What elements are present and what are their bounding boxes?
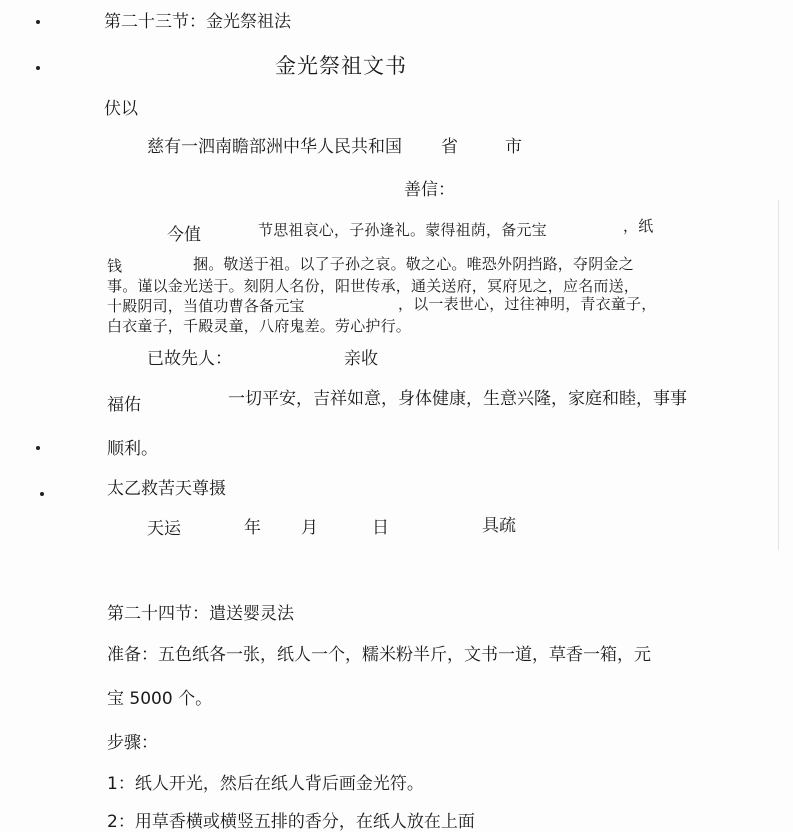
province-label: 省 [441,137,458,157]
margin-dot [36,20,40,24]
para-line2: 事。谨以金光送于。刻阴人名份，阳世传承，通关送府，冥府见之，应名而送， [107,277,640,295]
zhi-text: ，纸 [623,217,654,235]
para-line4: 白衣童子，千殿灵童，八府鬼差。劳心护行。 [107,317,412,335]
section24-heading: 第二十四节：遣送婴灵法 [107,604,294,624]
blessing-text: 一切平安，吉祥如意，身体健康，生意兴隆，家庭和睦，事事 [228,389,687,409]
step-1: 1：纸人开光，然后在纸人背后画金光符。 [107,774,424,794]
shanxin-label: 善信： [404,180,455,200]
steps-label: 步骤： [107,733,158,753]
fuyou-label: 福佑 [107,395,141,415]
qinshou-label: 亲收 [344,349,378,369]
month-label: 月 [301,518,318,538]
jinzhi-label: 今值 [167,225,201,245]
jushu-label: 具疏 [482,516,516,536]
margin-dot [40,492,44,496]
para-line3-end: ，以一表世心，过往神明，青衣童子， [398,295,657,313]
city-label: 市 [505,137,522,157]
margin-dot [36,66,40,70]
para-line1-start: 钱 [107,257,123,275]
section23-heading: 第二十三节：金光祭祖法 [104,12,291,32]
prep-line2: 宝 5000 个。 [107,689,213,709]
para-line3-start: 十殿阴司，当值功曹各备元宝 [107,297,305,315]
fuyi-text: 伏以 [104,99,138,119]
yigu-label: 已故先人： [147,349,232,369]
para-first-line: 节思祖哀心，子孙逢礼。蒙得祖荫，备元宝 [258,221,547,239]
taiyi-text: 太乙救苦天尊摄 [107,479,226,499]
address-line: 慈有一泗南瞻部洲中华人民共和国 [147,137,402,157]
para-line1: 捆。敬送于祖。以了子孙之哀。敬之心。唯恐外阴挡路，夺阴金之 [193,255,634,273]
scan-edge [778,200,779,550]
tianyun-label: 天运 [147,519,181,539]
document-title: 金光祭祖文书 [275,54,407,78]
year-label: 年 [244,518,261,538]
day-label: 日 [372,518,389,538]
step-2-partial: 2：用草香横或横竖五排的香分，在纸人放在上面 [107,812,475,832]
margin-dot [36,446,40,450]
prep-line1: 准备：五色纸各一张，纸人一个，糯米粉半斤，文书一道，草香一箱，元 [107,645,651,665]
shunli-text: 顺利。 [107,439,158,459]
